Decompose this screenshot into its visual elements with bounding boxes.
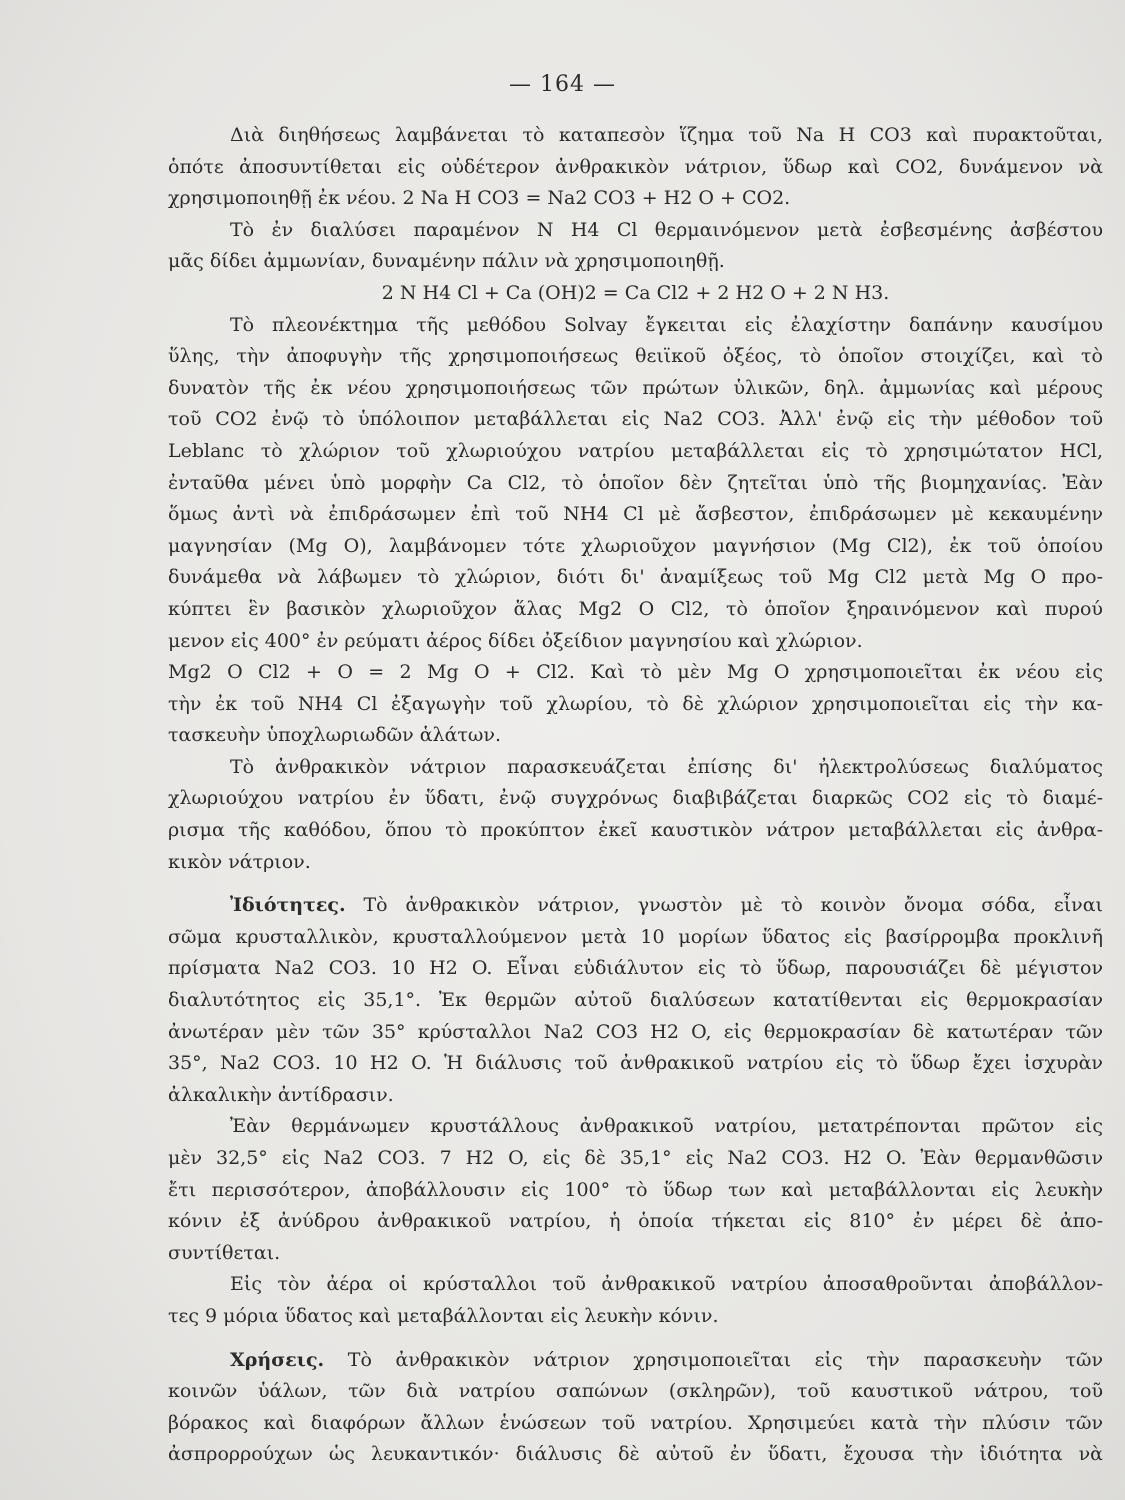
text-line: ἀσπρορρούχων ὡς λευκαντικόν· διάλυσις δὲ αὐτοῦ ἐν ὕδατι, ἔχουσα τὴν ἰδιότητα νὰ xyxy=(168,1443,1103,1466)
text-line: πρίσματα Na2 CO3. 10 H2 O. Εἶναι εὐδιάλυτον εἰς τὸ ὕδωρ, παρουσιάζει δὲ μέγιστον xyxy=(168,957,1103,980)
text-line: χρησιμοποιηθῇ ἐκ νέου. 2 Na H CO3 = Na2 CO3 + H2 O + CO2. xyxy=(168,187,791,210)
text-line: Ἐὰν θερμάνωμεν κρυστάλλους ἀνθρακικοῦ νατρίου, μετατρέπονται πρῶτον εἰς xyxy=(230,1115,1103,1138)
text-line: ὅμως ἀντὶ νὰ ἐπιδράσωμεν ἐπὶ τοῦ NH4 Cl μὲ ἄσβεστον, ἐπιδράσωμεν μὲ κεκαυμένην xyxy=(168,503,1103,526)
text-line: δυνάμεθα νὰ λάβωμεν τὸ χλώριον, διότι δι' ἀναμίξεως τοῦ Mg Cl2 μετὰ Mg O προ- xyxy=(168,566,1103,589)
text-line: ρισμα τῆς καθόδου, ὅπου τὸ προκύπτον ἐκεῖ καυστικὸν νάτρον μεταβάλλεται εἰς ἀνθρα- xyxy=(168,819,1103,842)
text-line: ἀνωτέραν μὲν τῶν 35° κρύσταλλοι Na2 CO3 H2 O, εἰς θερμοκρασίαν δὲ κατωτέραν τῶν xyxy=(168,1020,1103,1043)
text-line: κοινῶν ὑάλων, τῶν διὰ νατρίου σαπώνων (σκληρῶν), τοῦ καυστικοῦ νάτρου, τοῦ xyxy=(168,1380,1103,1403)
text-line: κικὸν νάτριον. xyxy=(168,850,311,873)
text-line: Τὸ ἐν διαλύσει παραμένον N H4 Cl θερμαινόμενον μετὰ ἐσβεσμένης ἀσβέστου xyxy=(230,218,1103,241)
text-line: 35°, Na2 CO3. 10 H2 O. Ἡ διάλυσις τοῦ ἀνθρακικοῦ νατρίου εἰς τὸ ὕδωρ ἔχει ἰσχυρὰν xyxy=(168,1052,1103,1075)
text-line: συντίθεται. xyxy=(168,1241,281,1264)
text-line: τες 9 μόρια ὕδατος καὶ μεταβάλλονται εἰς λευκὴν κόνιν. xyxy=(168,1304,719,1327)
text-line xyxy=(168,1345,1103,1377)
text-line: ἀλκαλικὴν ἀντίδρασιν. xyxy=(168,1083,394,1106)
text-line: ὕλης, τὴν ἀποφυγὴν τῆς χρησιμοποιήσεως θειϊκοῦ ὀξέος, τὸ ὁποῖον στοιχίζει, καὶ τὸ xyxy=(168,345,1103,368)
text-line: διαλυτότητος εἰς 35,1°. Ἐκ θερμῶν αὐτοῦ διαλύσεων κατατίθενται εἰς θερμοκρασίαν xyxy=(168,989,1103,1012)
text-line: χλωριούχου νατρίου ἐν ὕδατι, ἐνῷ συγχρόνως διαβιβάζεται διαρκῶς CO2 εἰς τὸ διαμέ- xyxy=(168,787,1103,810)
text-line: τὴν ἐκ τοῦ NH4 Cl ἐξαγωγὴν τοῦ χλωρίου, τὸ δὲ χλώριον χρησιμοποιεῖται εἰς τὴν κα- xyxy=(168,692,1103,715)
text-line: Διὰ διηθήσεως λαμβάνεται τὸ καταπεσὸν ἵζημα τοῦ Na H CO3 καὶ πυρακτοῦται, xyxy=(230,124,1103,146)
text-line: Leblanc τὸ χλώριον τοῦ χλωριούχου νατρίου μεταβάλλεται εἰς τὸ χρησιμώτατον HCl, xyxy=(168,439,1103,462)
section-heading-properties: Ἰδιότητες. xyxy=(230,894,346,917)
text-line: ἔτι περισσότερον, ἀποβάλλουσιν εἰς 100° τὸ ὕδωρ των καὶ μεταβάλλονται εἰς λευκὴν xyxy=(168,1178,1103,1201)
text-line: σῶμα κρυσταλλικὸν, κρυσταλλούμενον μετὰ 10 μορίων ὕδατος εἰς βασίρρομβα προκλινῆ xyxy=(168,925,1103,948)
chemical-equation: 2 N H4 Cl + Ca (OH)2 = Ca Cl2 + 2 H2 O + 2 N H3. xyxy=(381,281,890,304)
text-line: ἐνταῦθα μένει ὑπὸ μορφὴν Ca Cl2, τὸ ὁποῖον δὲν ζητεῖται ὑπὸ τῆς βιομηχανίας. Ἐὰν xyxy=(168,471,1103,494)
text-line: τοῦ CO2 ἐνῷ τὸ ὑπόλοιπον μεταβάλλεται εἰς Na2 CO3. Ἀλλ' ἐνῷ εἰς τὴν μέθοδον τοῦ xyxy=(168,408,1103,431)
text-line: βόρακος καὶ διαφόρων ἄλλων ἑνώσεων τοῦ νατρίου. Χρησιμεύει κατὰ τὴν πλύσιν τῶν xyxy=(168,1411,1103,1434)
text-line-content: Τὸ ἀνθρακικὸν νάτριον, γνωστὸν μὲ τὸ κοινὸν ὄνομα σόδα, εἶναι xyxy=(363,894,1103,917)
text-line: ὁπότε ἀποσυντίθεται εἰς οὐδέτερον ἀνθρακικὸν νάτριον, ὕδωρ καὶ CO2, δυνάμενον νὰ xyxy=(168,155,1103,178)
text-line: Τὸ ἀνθρακικὸν νάτριον παρασκευάζεται ἐπίσης δι' ἠλεκτρολύσεως διαλύματος xyxy=(230,755,1103,778)
section-heading-uses: Χρήσεις. xyxy=(230,1348,325,1371)
page-number: — 164 — xyxy=(509,72,616,97)
text-line: Mg2 O Cl2 + O = 2 Mg O + Cl2. Καὶ τὸ μὲν Mg O χρησιμοποιεῖται ἐκ νέου εἰς xyxy=(168,661,1103,684)
text-line: μὲν 32,5° εἰς Na2 CO3. 7 H2 O, εἰς δὲ 35,1° εἰς Na2 CO3. H2 O. Ἐὰν θερμανθῶσιν xyxy=(168,1147,1103,1169)
text-line: μᾶς δίδει ἀμμωνίαν, δυναμένην πάλιν νὰ χρησιμοποιηθῇ. xyxy=(168,250,725,273)
text-line: Τὸ πλεονέκτημα τῆς μεθόδου Solvay ἔγκειται εἰς ἐλαχίστην δαπάνην καυσίμου xyxy=(230,313,1103,336)
text-line: κόνιν ἐξ ἀνύδρου ἀνθρακικοῦ νατρίου, ἡ ὁποία τήκεται εἰς 810° ἐν μέρει δὲ ἀπο- xyxy=(168,1210,1103,1233)
text-line xyxy=(168,890,1103,922)
text-line: δυνατὸν τῆς ἐκ νέου χρησιμοποιήσεως τῶν πρώτων ὑλικῶν, δηλ. ἀμμωνίας καὶ μέρους xyxy=(168,376,1103,399)
text-line-content: Τὸ ἀνθρακικὸν νάτριον χρησιμοποιεῖται εἰς τὴν παρασκευὴν τῶν xyxy=(347,1348,1103,1371)
text-line: μενον εἰς 400° ἐν ρεύματι ἀέρος δίδει ὀξείδιον μαγνησίου καὶ χλώριον. xyxy=(168,629,863,652)
text-line: Εἰς τὸν ἀέρα οἱ κρύσταλλοι τοῦ ἀνθρακικοῦ νατρίου ἀποσαθροῦνται ἀποβάλλον- xyxy=(230,1273,1103,1296)
text-line: τασκευὴν ὑποχλωριωδῶν ἁλάτων. xyxy=(168,724,502,747)
body-text xyxy=(168,120,1103,1471)
text-line: κύπτει ἓν βασικὸν χλωριοῦχον ἅλας Mg2 O Cl2, τὸ ὁποῖον ξηραινόμενον καὶ πυρού xyxy=(168,597,1103,620)
text-line: μαγνησίαν (Mg O), λαμβάνομεν τότε χλωριοῦχον μαγνήσιον (Mg Cl2), ἐκ τοῦ ὁποίου xyxy=(168,534,1103,557)
